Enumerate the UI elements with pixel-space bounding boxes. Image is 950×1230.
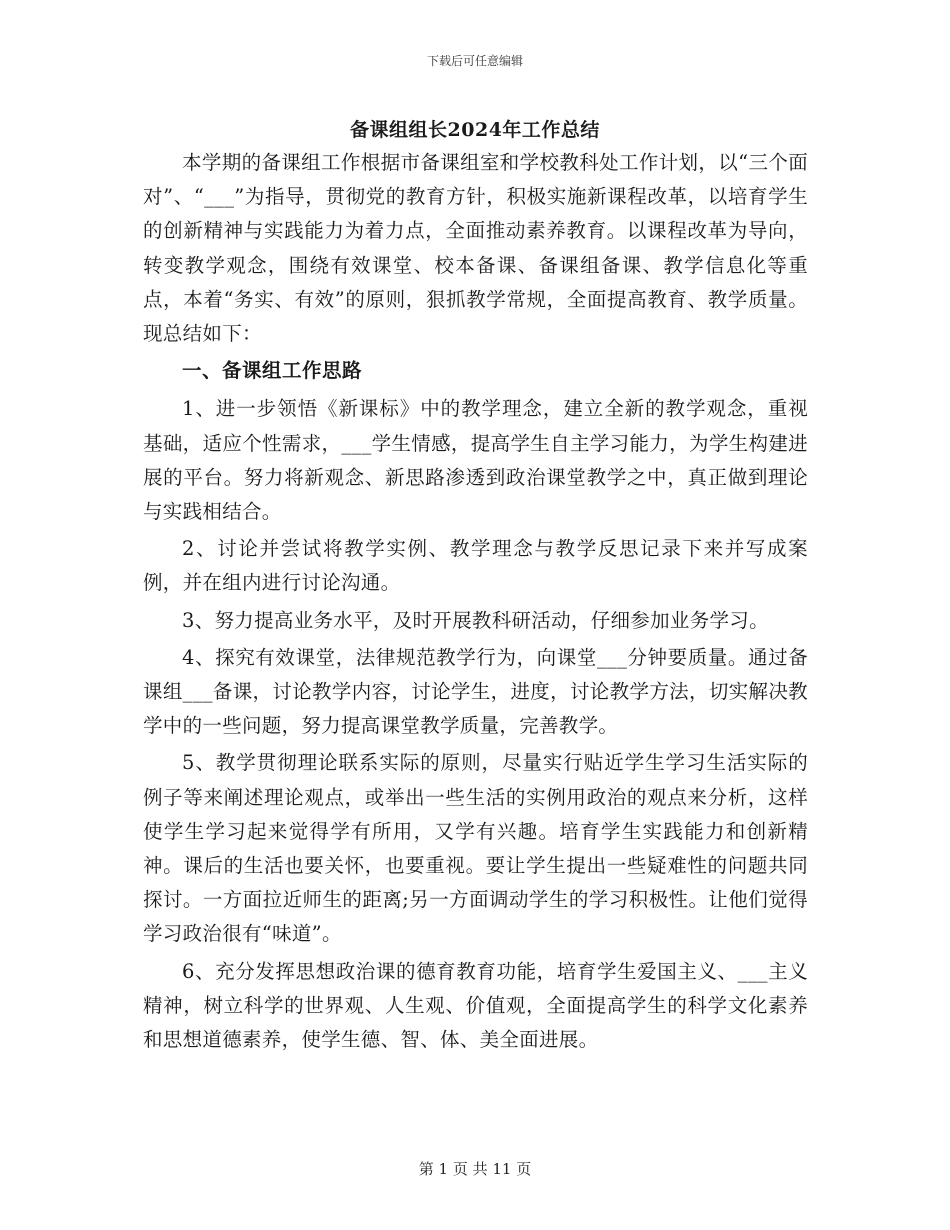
list-item: 5、教学贯彻理论联系实际的原则，尽量实行贴近学生学习生活实际的例子等来阐述理论观点，或举出一些生活的实例用政治的观点来分析，这样使学生学习起来觉得学有所用，又学有兴趣。培育学生实践能力和创新精神。课后的生活也要关怀，也要重视。要让学生提出一些疑难性的问题共同探讨。一方面拉近师生的距离;另一方面调动学生的学习积极性。让他们觉得学习政治很有“味道”。 (143, 751, 808, 946)
list-item: 4、探究有效课堂，法律规范教学行为，向课堂___分钟要质量。通过备课组___备课，讨论教学内容，讨论学生，进度，讨论教学方法，切实解决教学中的一些问题，努力提高课堂教学质量，完善教学。 (143, 645, 808, 738)
list-item: 6、充分发挥思想政治课的德育教育功能，培育学生爱国主义、___主义精神，树立科学的世界观、人生观、价值观，全面提高学生的科学文化素养和思想道德素养，使学生德、智、体、美全面进展。 (143, 959, 808, 1052)
section-heading: 一、备课组工作思路 (182, 359, 363, 383)
page-number-footer: 第 1 页 共 11 页 (418, 1160, 532, 1178)
list-item: 3、努力提高业务水平，及时开展教科研活动，仔细参加业务学习。 (182, 608, 769, 632)
document-body (143, 146, 808, 1060)
page-header-note: 下载后可任意编辑 (426, 54, 523, 68)
document-title: 备课组组长2024年工作总结 (350, 119, 600, 141)
intro-paragraph: 本学期的备课组工作根据市备课组室和学校教科处工作计划，以“三个面对”、“___”为指导，贯彻党的教育方针，积极实施新课程改革，以培育学生的创新精神与实践能力为着力点，全面推动素养教育。以课程改革为导向，转变教学观念，围绕有效课堂、校本备课、备课组备课、教学信息化等重点，本着“务实、有效”的原则，狠抓教学常规，全面提高教育、教学质量。现总结如下： (143, 151, 808, 346)
list-item: 2、讨论并尝试将教学实例、教学理念与教学反思记录下来并写成案例，并在组内进行讨论沟通。 (143, 537, 808, 595)
list-item: 1、进一步领悟《新课标》中的教学理念，建立全新的教学观念，重视基础，适应个性需求，___学生情感，提高学生自主学习能力，为学生构建进展的平台。努力将新观念、新思路渗透到政治课堂教学之中，真正做到理论与实践相结合。 (143, 397, 808, 524)
